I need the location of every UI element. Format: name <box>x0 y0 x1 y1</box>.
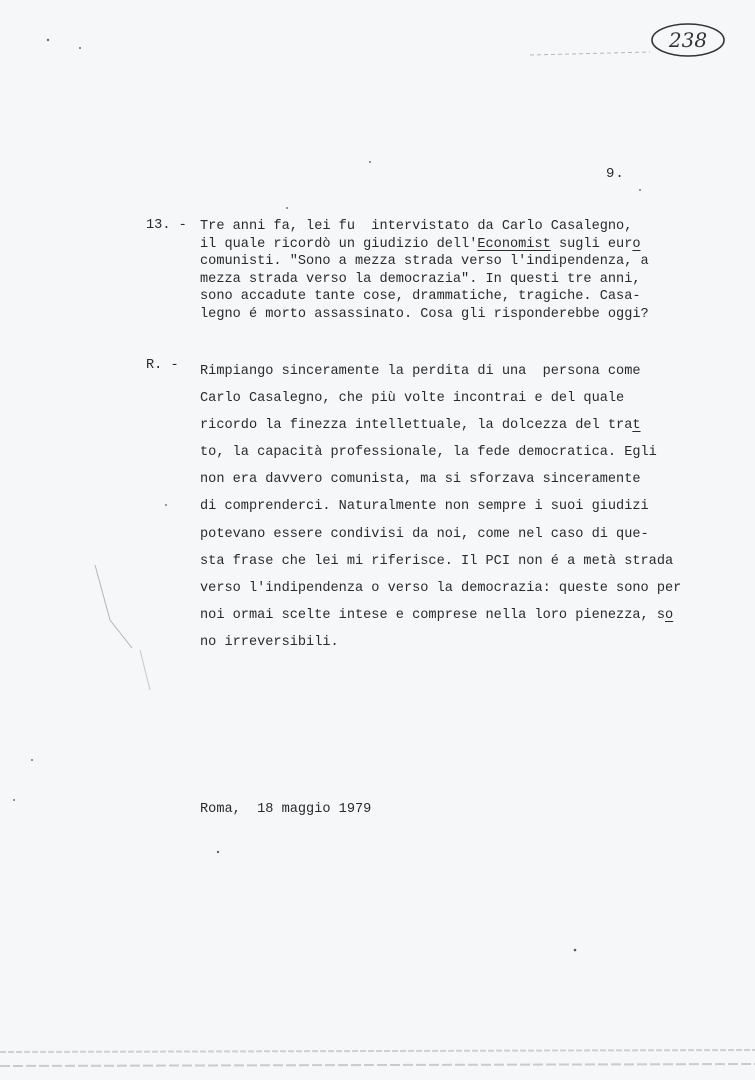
handwritten-circle-icon <box>648 20 728 60</box>
closing-place-date: Roma, 18 maggio 1979 <box>200 802 372 817</box>
page-number: 9. <box>606 166 625 182</box>
answer-label: R. - <box>146 358 179 373</box>
answer-line-text: di comprenderci. Naturalmente non sempre i suoi giudizi <box>200 499 649 515</box>
question-line: legno é morto assassinato. Cosa gli risponderebbe oggi? <box>200 306 649 322</box>
answer-line-text: potevano essere condivisi da noi, come nel caso di que- <box>200 526 649 542</box>
underlined-text: o <box>664 607 674 623</box>
answer-line <box>200 466 751 493</box>
question-line: Tre anni fa, lei fu intervistato da Carlo Casalegno, <box>200 219 633 234</box>
answer-line-text: non era davvero comunista, ma si sforzava sinceramente <box>200 472 641 488</box>
question-text <box>200 218 740 324</box>
answer-line <box>200 493 751 520</box>
question-line <box>200 236 740 254</box>
answer-line <box>200 358 751 385</box>
answer-line <box>200 385 751 412</box>
question-line: comunisti. "Sono a mezza strada verso l'indipendenza, a <box>200 254 649 270</box>
answer-line-text: no irreversibili. <box>200 634 339 650</box>
question-number: 13. - <box>146 218 187 233</box>
underlined-text: t <box>632 418 641 434</box>
answer-line <box>200 412 751 439</box>
answer-line-text: Rimpiango sinceramente la perdita di una persona come <box>200 364 641 379</box>
question-line: mezza strada verso la democrazia". In questi tre anni, <box>200 271 641 287</box>
question-line: sono accadute tante cose, drammatiche, tragiche. Casa- <box>200 289 641 305</box>
answer-line-text: Carlo Casalegno, che più volte incontrai e del quale <box>200 391 625 407</box>
answer-line <box>200 548 751 575</box>
answer-line <box>200 575 751 602</box>
answer-text <box>200 358 751 656</box>
text-segment: il quale ricordò un giudizio dell' <box>200 236 478 252</box>
answer-line-text: noi ormai scelte intese e comprese nella loro pienezza, s <box>200 607 665 623</box>
underlined-text: o <box>632 236 641 252</box>
answer-line-text: to, la capacità professionale, la fede democratica. Egli <box>200 445 657 461</box>
archive-number-stamp <box>648 20 728 60</box>
answer-line <box>200 629 751 656</box>
archive-number-text: 238 <box>668 28 708 52</box>
underlined-text: Economist <box>477 236 551 252</box>
text-segment: sugli eur <box>550 236 633 252</box>
answer-line <box>200 439 751 466</box>
answer-line-text: sta frase che lei mi riferisce. Il PCI non é a metà strada <box>200 553 674 569</box>
answer-line <box>200 602 751 629</box>
answer-line-text: verso l'indipendenza o verso la democrazia: queste sono per <box>200 580 682 596</box>
answer-line <box>200 521 751 548</box>
answer-line-text: ricordo la finezza intellettuale, la dolcezza del tra <box>200 418 633 434</box>
